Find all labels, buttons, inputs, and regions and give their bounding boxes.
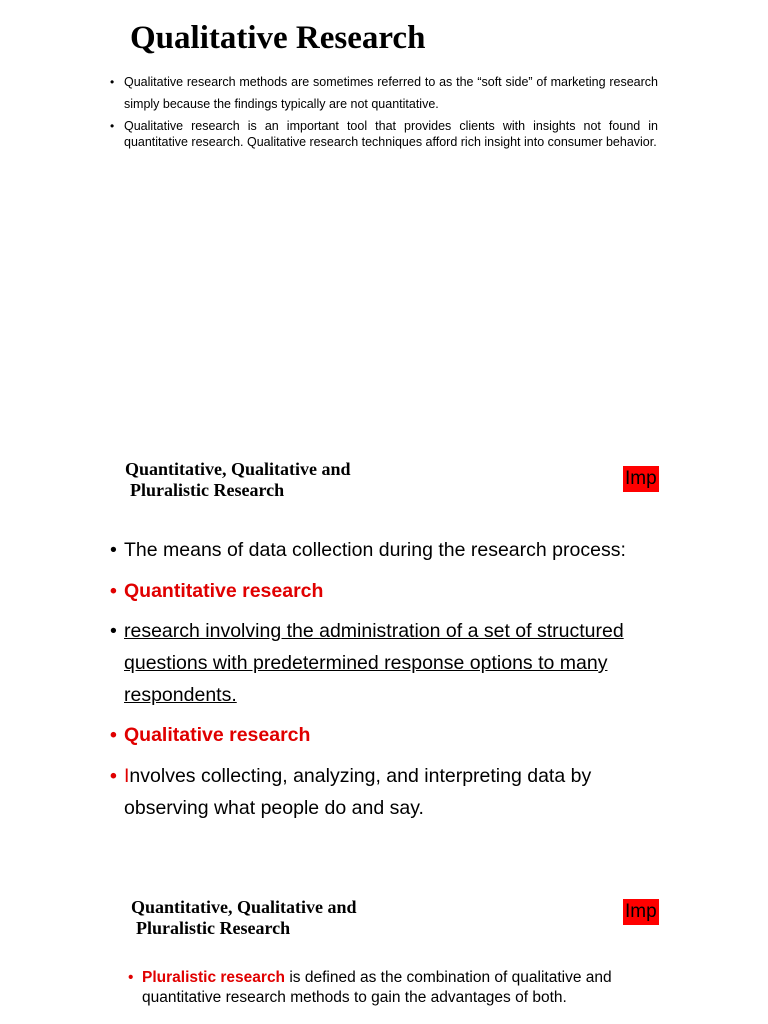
bullet-list bbox=[110, 118, 658, 150]
imp-badge: Imp bbox=[623, 899, 659, 925]
bullet-icon: • bbox=[128, 969, 134, 986]
bullet-text: Qualitative research is an important tool that provides clients with insights not found in quantitative research. Qualitative research techniques afford rich insight into consumer behavior. bbox=[124, 119, 658, 149]
bullet-icon: • bbox=[110, 580, 117, 602]
bullet-icon: • bbox=[110, 620, 117, 642]
bullet-icon: • bbox=[110, 75, 115, 89]
qual-def-initial: I bbox=[124, 765, 130, 787]
qual-label: Qualitative research bbox=[124, 724, 311, 746]
bullet-icon: • bbox=[110, 765, 117, 787]
heading-line-1: Quantitative, Qualitative and bbox=[125, 459, 351, 479]
bullet-item bbox=[110, 118, 658, 150]
quant-definition: research involving the administration of a set of structured questions with predetermined response options to many respondents. bbox=[124, 620, 624, 706]
list-item bbox=[110, 719, 670, 751]
pluralistic-definition: is defined as the combination of qualitative and quantitative research methods to gain the advantages of both. bbox=[142, 969, 612, 1006]
pluralistic-label: Pluralistic research bbox=[142, 969, 286, 986]
heading-line-1: Quantitative, Qualitative and bbox=[131, 897, 357, 917]
heading-line-2: Pluralistic Research bbox=[130, 480, 285, 500]
list-item bbox=[110, 615, 670, 711]
heading-line-2: Pluralistic Research bbox=[136, 918, 291, 938]
qual-definition: nvolves collecting, analyzing, and interpreting data by observing what people do and say. bbox=[124, 765, 592, 819]
quant-label: Quantitative research bbox=[124, 580, 324, 602]
bullet-icon: • bbox=[110, 539, 117, 561]
bullet-icon: • bbox=[110, 119, 115, 133]
imp-badge: Imp bbox=[623, 466, 659, 492]
bullet-item bbox=[110, 71, 658, 115]
list-item bbox=[110, 534, 670, 566]
bullet-list bbox=[110, 71, 658, 115]
list-item bbox=[110, 575, 670, 607]
bullet-icon: • bbox=[110, 724, 117, 746]
slide-title: Qualitative Research bbox=[130, 20, 426, 56]
section-heading bbox=[131, 897, 357, 939]
list-item bbox=[110, 760, 670, 824]
bullet-text: Qualitative research methods are sometimes referred to as the “soft side” of marketing research simply because the findings typically are not quantitative. bbox=[124, 75, 658, 111]
intro-text: The means of data collection during the research process: bbox=[124, 539, 626, 561]
section-heading bbox=[125, 459, 351, 501]
pluralistic-bullet bbox=[128, 968, 682, 1008]
